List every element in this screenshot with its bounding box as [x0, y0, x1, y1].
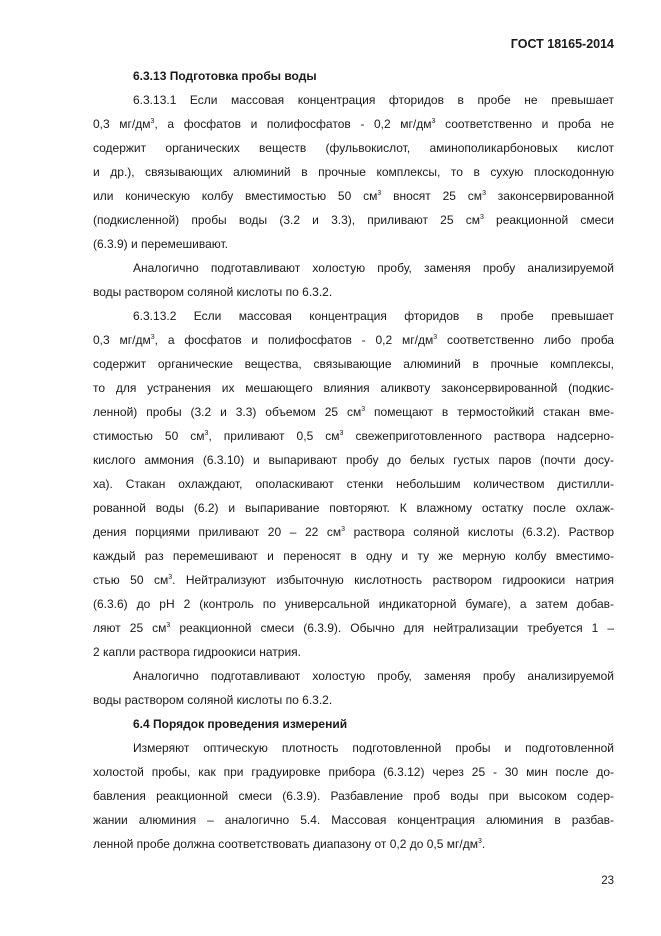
text-line: жании алюминия – аналогично 5.4. Массовая концентрация алюминия в разбав-	[93, 813, 614, 827]
text-line: 6.3.13.2 Если массовая концентрация фторидов в пробе превышает	[133, 309, 614, 323]
text-line: 0,3 $мг/дм^3$, а фосфатов и полифосфатов - 0,2 $мг/дм^3$ соответственно и проба не	[93, 117, 614, 131]
text-line: рованной воды (6.2) и выпаривание повторяют. К влажному остатку после охлаж-	[93, 501, 614, 515]
text-line: Аналогично подготавливают холостую пробу, заменяя пробу анализируемой	[133, 261, 614, 275]
standard-designation: ГОСТ 18165-2014	[510, 37, 614, 51]
text-line: бавления реакционной смеси (6.3.9). Разбавление проб воды при высоком содер-	[93, 789, 614, 803]
text-line: ляют 25 $см^3$ реакционной смеси (6.3.9). Обычно для нейтрализации требуется 1 –	[93, 621, 614, 635]
page-number: 23	[601, 875, 614, 887]
text-line: и др.), связывающих алюминий в прочные комплексы, то в сухую плоскодонную	[93, 165, 614, 179]
section-heading-6-4: 6.4 Порядок проведения измерений	[133, 717, 348, 731]
text-line: ленной) пробы (3.2 и 3.3) объемом 25 $см^3$ помещают в термостойкий стакан вме-	[93, 405, 614, 419]
text-line: 0,3 $мг/дм^3$, а фосфатов и полифосфатов - 0,2 $мг/дм^3$ соответственно либо проба	[93, 333, 614, 347]
text-line: то для устранения их мешающего влияния аликвоту законсервированной (подкис-	[93, 381, 614, 395]
text-line: (6.3.9) и перемешивают.	[93, 237, 228, 251]
text-line: 2 капли раствора гидроокиси натрия.	[93, 645, 302, 659]
text-line: 6.3.13.1 Если массовая концентрация фторидов в пробе не превышает	[133, 93, 614, 107]
text-line: (подкисленной) пробы воды (3.2 и 3.3), приливают 25 $см^3$ реакционной смеси	[93, 213, 615, 227]
text-line: Аналогично подготавливают холостую пробу, заменяя пробу анализируемой	[133, 669, 614, 683]
text-line: содержит органических веществ (фульвокислот, аминополикарбоновых кислот	[93, 141, 614, 155]
document-body	[93, 64, 614, 856]
text-line: воды раствором соляной кислоты по 6.3.2.	[93, 693, 333, 707]
text-line: Измеряют оптическую плотность подготовленной пробы и подготовленной	[133, 741, 614, 755]
text-line: стимостью 50 $см^3$, приливают 0,5 $см^3$ свежеприготовленного раствора надсерно-	[93, 429, 614, 443]
text-line: холостой пробы, как при градуировке прибора (6.3.12) через 25 - 30 мин после до-	[93, 765, 614, 779]
text-line: ха). Стакан охлаждают, ополаскивают стенки небольшим количеством дистилли-	[93, 477, 614, 491]
text-line: кислого аммония (6.3.10) и выпаривают пробу до белых густых паров (почти досу-	[93, 453, 614, 467]
text-line: содержит органические вещества, связывающие алюминий в прочные комплексы,	[93, 357, 614, 371]
text-line: или коническую колбу вместимостью 50 $см^3$ вносят 25 $см^3$ законсервированной	[93, 189, 614, 203]
text-line: каждый раз перемешивают и переносят в одну и ту же мерную колбу вместимо-	[93, 549, 614, 563]
text-line: (6.3.6) до рН 2 (контроль по универсальной индикаторной бумаге), а затем добав-	[93, 597, 614, 611]
text-line: дения порциями приливают 20 – 22 $см^3$ раствора соляной кислоты (6.3.2). Раствор	[93, 525, 614, 539]
section-heading-6-3-13: 6.3.13 Подготовка пробы воды	[133, 69, 317, 83]
text-line: ленной пробе должна соответствовать диапазону от 0,2 до 0,5 $мг/дм^3$.	[93, 837, 486, 851]
text-line: воды раствором соляной кислоты по 6.3.2.	[93, 285, 333, 299]
text-line: стью 50 $см^3$. Нейтрализуют избыточную кислотность раствором гидроокиси натрия	[93, 573, 614, 587]
